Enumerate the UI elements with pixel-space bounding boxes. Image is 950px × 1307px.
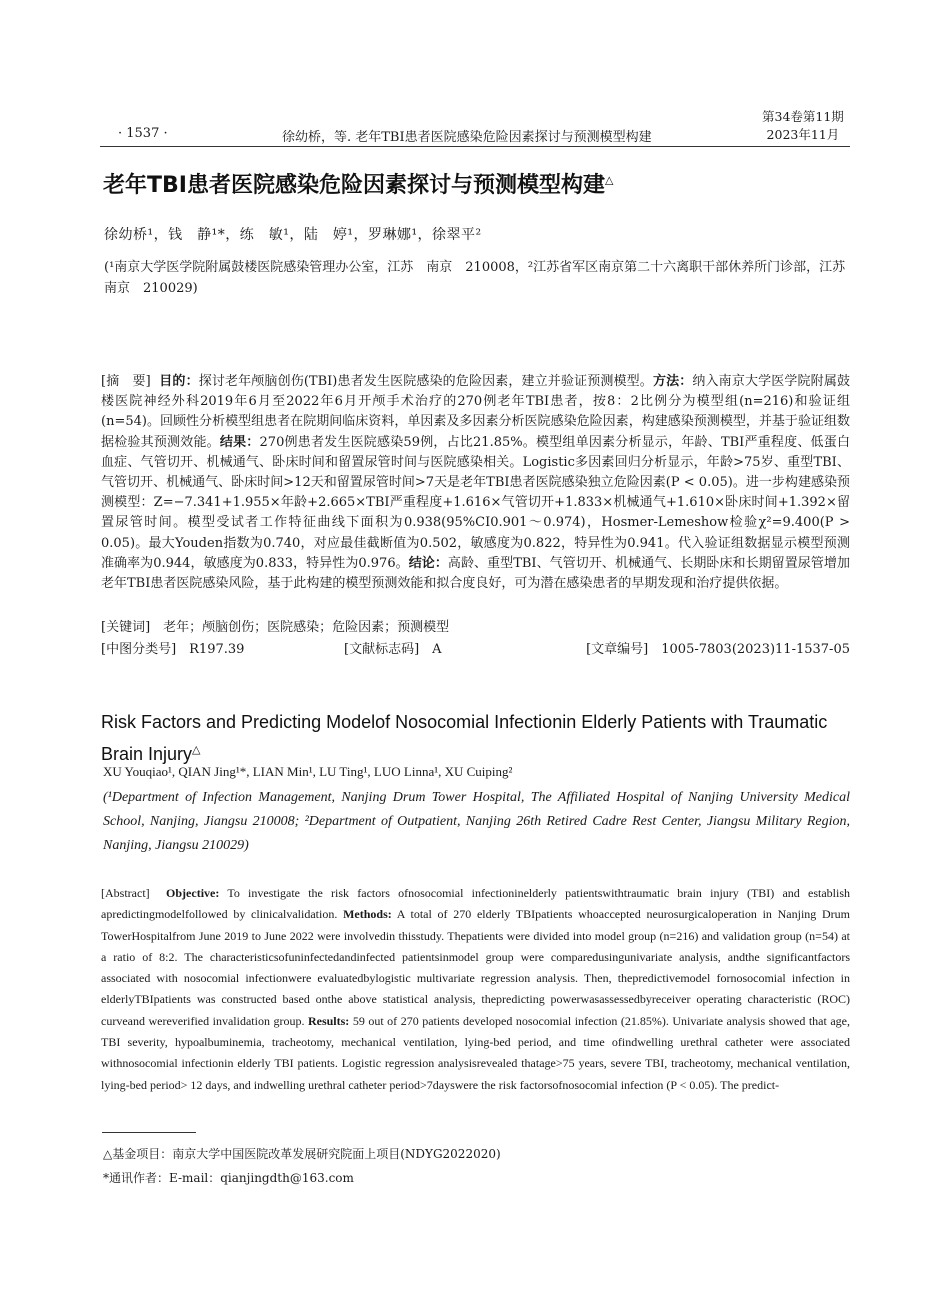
results-label-en: Results: xyxy=(307,1013,350,1028)
page-number: · 1537 · xyxy=(118,126,168,141)
methods-label-en: Methods: xyxy=(343,907,392,922)
document-code: [文献标志码] A xyxy=(344,642,442,657)
conclusion-label-zh: 结论： xyxy=(408,555,448,571)
objective-text-zh: 探讨老年颅脑创伤(TBI)患者发生医院感染的危险因素，建立并验证预测模型。 xyxy=(198,374,653,389)
results-text-zh: 270例患者发生医院感染59例，占比21.85%。模型组单因素分析显示，年龄、TBI严重程度、低蛋白血症、气管切开、机械通气、卧床时间和留置尿管时间与医院感染相关。Logistic多因素回归分析显示，年龄>75岁、重型TBI、气管切开、机械通气、卧床时间>12天和留置尿管时间>7天是老年TBI患者医院感染独立危险因素(P < 0.05)。进一步构建感染预测模型：Z=−7.341+1.955×年龄+2.665×TBI严重程度+1.616×气管切开+1.833×机械通气+1.610×卧床时间+1.392×留置尿管时间。模型受试者工作特征曲线下面积为0.938(95%CI0.901～0.974)，Hosmer-Lemeshow检验χ²=9.400(P > 0.05)。最大Youden指数为0.740，对应最佳截断值为0.502，敏感度为0.822，特异性为0.941。代入验证组数据显示模型预测准确率为0.944，敏感度为0.833，特异性为0.976。 xyxy=(101,434,850,571)
corresponding-author-footnote: *通讯作者：E-mail：qianjingdth@163.com xyxy=(103,1171,354,1185)
volume-label: 第34卷第11期 xyxy=(762,109,844,124)
results-text-en: 59 out of 270 patients developed nosocomial infection (21.85%). Univariate analysis showed that age, TBI severity, hypoalbuminemia, tracheotomy, mechanical ventilation, lying-bed period, and time ofindwelling urethral catheter were associated withnosocomial infectionin elderly TBI patients. Logistic regression analysisrevealed thatage>75 years, severe TBI, tracheotomy, mechanical ventilation, lying-bed period> 12 days, and indwelling urethral catheter period>7dayswere the risk factorsofnosocomial infection (P < 0.05). The predict- xyxy=(101,1013,851,1092)
fund-mark-en: △ xyxy=(192,744,201,756)
objective-label-zh: 目的： xyxy=(159,374,199,389)
date-label: 2023年11月 xyxy=(766,127,840,142)
article-title-en: Risk Factors and Predicting Modelof Nosocomial Infectionin Elderly Patients with Traumatic Brain Injury△ xyxy=(101,712,828,764)
methods-text-zh: 纳入南京大学医学院附属鼓楼医院神经外科2019年6月至2022年6月开颅手术治疗的270例老年TBI患者，按8：2比例分为模型组(n=216)和验证组(n=54)。回顾性分析模型组患者在院期间临床资料，单因素及多因素分析医院感染危险因素，构建感染预测模型，并基于验证组数据检验其预测效能。 xyxy=(101,374,850,450)
abstract-en xyxy=(101,883,850,1096)
abstract-label-zh: [摘 要] xyxy=(101,374,151,389)
clc-number: [中图分类号] R197.39 xyxy=(101,642,245,657)
authors-en: XU Youqiao¹, QIAN Jing¹*, LIAN Min¹, LU Ting¹, LUO Linna¹, XU Cuiping² xyxy=(103,764,513,779)
affiliation-en: (¹Department of Infection Management, Nanjing Drum Tower Hospital, The Affiliated Hospital of Nanjing University Medical School, Nanjing, Jiangsu 210008; ²Department of Outpatient, Nanjing 26th Retired Cadre Rest Center, Jiangsu Military Region, Nanjing, Jiangsu 210029) xyxy=(103,790,850,853)
fund-footnote: △基金项目：南京大学中国医院改革发展研究院面上项目(NDYG2022020) xyxy=(103,1147,501,1161)
abstract-label-en: [Abstract] xyxy=(101,886,150,900)
methods-label-zh: 方法： xyxy=(652,374,693,389)
header-divider xyxy=(100,146,850,147)
footnote-divider xyxy=(102,1132,196,1133)
methods-text-en: A total of 270 elderly TBIpatients whoaccepted neurosurgicaloperation in Nanjing Drum TowerHospitalfrom June 2019 to June 2022 were involvedin thisstudy. Thepatients were divided into model group (n=216) and validation group (n=54) at a ratio of 8:2. The characteristicsofuninfectedandinfected patientsinmodel group were comparedusingunivariate analysis, andthe significantfactors associated with nosocomial infectionwere evaluatedbylogistic multivariate regression analysis. Then, thepredictivemodel fornosocomial infection in elderlyTBIpatients was constructed based onthe above statistical analysis, thepredicting powerwasassessedbyreceiver operating characteristic (ROC) curveand wereverified invalidation group. xyxy=(101,907,850,1028)
authors-zh: 徐幼桥¹，钱 静¹*，练 敏¹，陆 婷¹，罗琳娜¹，徐翠平² xyxy=(104,227,482,243)
article-number: [文章编号] 1005-7803(2023)11-1537-05 xyxy=(586,642,850,657)
results-label-zh: 结果： xyxy=(219,434,260,450)
fund-mark: △ xyxy=(604,173,614,187)
issue-info xyxy=(762,108,844,144)
running-title: 徐幼桥，等. 老年TBI患者医院感染危险因素探讨与预测模型构建 xyxy=(282,130,652,145)
conclusion-text-zh: 高龄、重型TBI、气管切开、机械通气、长期卧床和长期留置尿管增加老年TBI患者医院感染风险，基于此构建的模型预测效能和拟合度良好，可为潜在感染患者的早期发现和治疗提供依据。 xyxy=(101,555,850,592)
abstract-zh xyxy=(101,372,850,594)
objective-label-en: Objective: xyxy=(166,886,220,900)
objective-text-en: To investigate the risk factors ofnosocomial infectioninelderly patientswithtraumatic brain injury (TBI) and establish apredictingmodelfollowed by clinicalvalidation. xyxy=(101,886,850,922)
article-title-zh: 老年TBI患者医院感染危险因素探讨与预测模型构建△ xyxy=(103,173,614,198)
affiliation-zh: (¹南京大学医学院附属鼓楼医院感染管理办公室，江苏 南京 210008，²江苏省军区南京第二十六离职干部休养所门诊部，江苏 南京 210029) xyxy=(104,260,859,296)
keywords-zh: [关键词] 老年；颅脑创伤；医院感染；危险因素；预测模型 xyxy=(101,620,450,635)
